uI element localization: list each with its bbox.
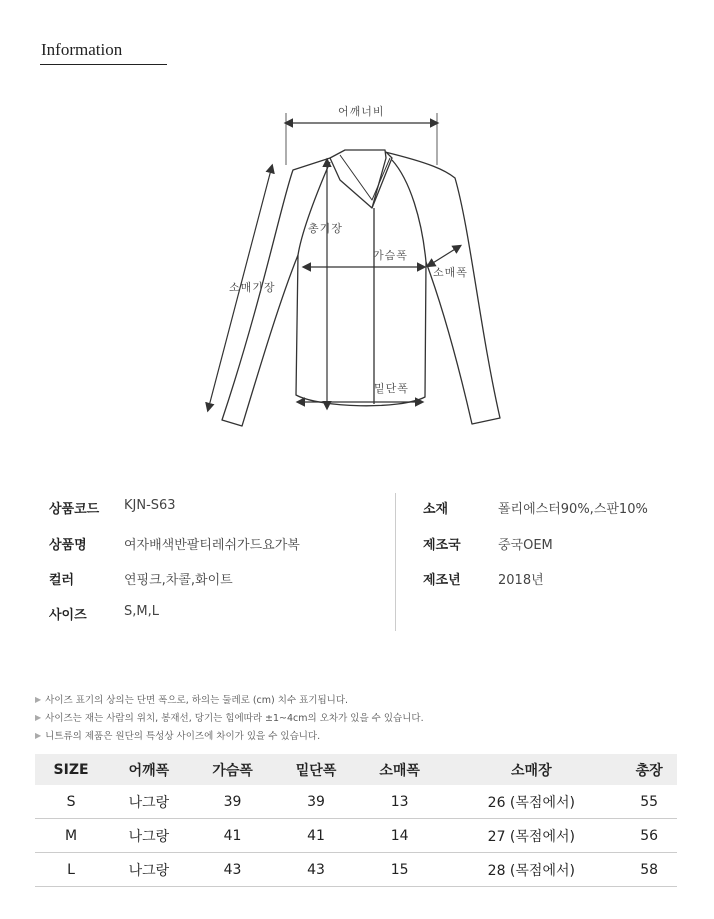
label-total-length: 총기장 <box>308 222 343 235</box>
size-notes <box>35 690 424 744</box>
note-item: ▶ 니트류의 제품은 원단의 특성상 사이즈에 차이가 있을 수 있습니다. <box>35 730 321 742</box>
table-cell: 나그랑 <box>107 819 191 853</box>
info-row-year <box>423 569 544 588</box>
table-cell: M <box>35 819 107 853</box>
table-cell: 43 <box>191 853 275 887</box>
size-table <box>35 754 677 887</box>
table-cell: 나그랑 <box>107 785 191 819</box>
info-row-size <box>49 604 159 623</box>
collar <box>330 150 386 208</box>
info-value: KJN-S63 <box>124 498 176 513</box>
info-value: 연핑크,차콜,화이트 <box>124 573 233 588</box>
info-value: 여자배색반팔티레쉬가드요가복 <box>124 538 300 553</box>
sleeve-width-arrow <box>428 246 460 266</box>
table-cell: 나그랑 <box>107 853 191 887</box>
table-header-row <box>35 754 677 785</box>
table-cell: 56 <box>621 819 677 853</box>
note-item: ▶ 사이즈 표기의 상의는 단면 폭으로, 하의는 둘레로 (cm) 치수 표기됩니다. <box>35 694 349 706</box>
info-row-color <box>49 569 233 588</box>
info-key: 소재 <box>423 502 449 517</box>
header-cell: 총장 <box>621 754 677 785</box>
table-cell: 55 <box>621 785 677 819</box>
info-value: S,M,L <box>124 604 159 619</box>
table-row <box>35 819 677 853</box>
info-row-material <box>423 498 648 517</box>
table-cell: 39 <box>191 785 275 819</box>
label-hem: 밑단폭 <box>374 382 409 395</box>
section-title: Information <box>41 40 123 59</box>
info-key: 컬러 <box>49 573 75 588</box>
info-row-code <box>49 498 176 517</box>
info-value: 폴리에스터90%,스판10% <box>498 502 648 517</box>
label-sleeve-width: 소매폭 <box>433 266 468 279</box>
table-cell: S <box>35 785 107 819</box>
info-key: 제조국 <box>423 538 461 553</box>
label-sleeve-length: 소매기장 <box>229 281 276 294</box>
info-key: 상품코드 <box>49 502 100 517</box>
triangle-icon: ▶ <box>35 712 42 722</box>
table-cell: 14 <box>358 819 442 853</box>
info-row-country <box>423 534 553 553</box>
info-key: 제조년 <box>423 573 461 588</box>
triangle-icon: ▶ <box>35 694 42 704</box>
table-cell: 58 <box>621 853 677 887</box>
info-divider <box>395 493 396 631</box>
note-item: ▶ 사이즈는 재는 사람의 위치, 봉재선, 당기는 힘에따라 ±1~4cm의 오차가 있을 수 있습니다. <box>35 712 424 724</box>
header-cell: SIZE <box>35 754 107 785</box>
info-key: 사이즈 <box>49 608 87 623</box>
table-cell: 43 <box>274 853 358 887</box>
info-row-name <box>49 534 300 553</box>
table-cell: 15 <box>358 853 442 887</box>
table-cell: 26 (목점에서) <box>441 785 621 819</box>
header-cell: 소매폭 <box>358 754 442 785</box>
table-cell: 41 <box>274 819 358 853</box>
table-cell: 41 <box>191 819 275 853</box>
table-cell: L <box>35 853 107 887</box>
header-cell: 가슴폭 <box>191 754 275 785</box>
triangle-icon: ▶ <box>35 730 42 740</box>
table-cell: 39 <box>274 785 358 819</box>
info-key: 상품명 <box>49 538 87 553</box>
table-cell: 28 (목점에서) <box>441 853 621 887</box>
table-row <box>35 853 677 887</box>
info-value: 중국OEM <box>498 538 553 553</box>
table-cell: 27 (목점에서) <box>441 819 621 853</box>
label-shoulder: 어깨너비 <box>338 105 385 118</box>
header-cell: 어깨폭 <box>107 754 191 785</box>
table-row <box>35 785 677 819</box>
header-cell: 밑단폭 <box>274 754 358 785</box>
label-chest: 가슴폭 <box>373 249 408 262</box>
info-value: 2018년 <box>498 573 544 588</box>
header-cell: 소매장 <box>441 754 621 785</box>
table-cell: 13 <box>358 785 442 819</box>
